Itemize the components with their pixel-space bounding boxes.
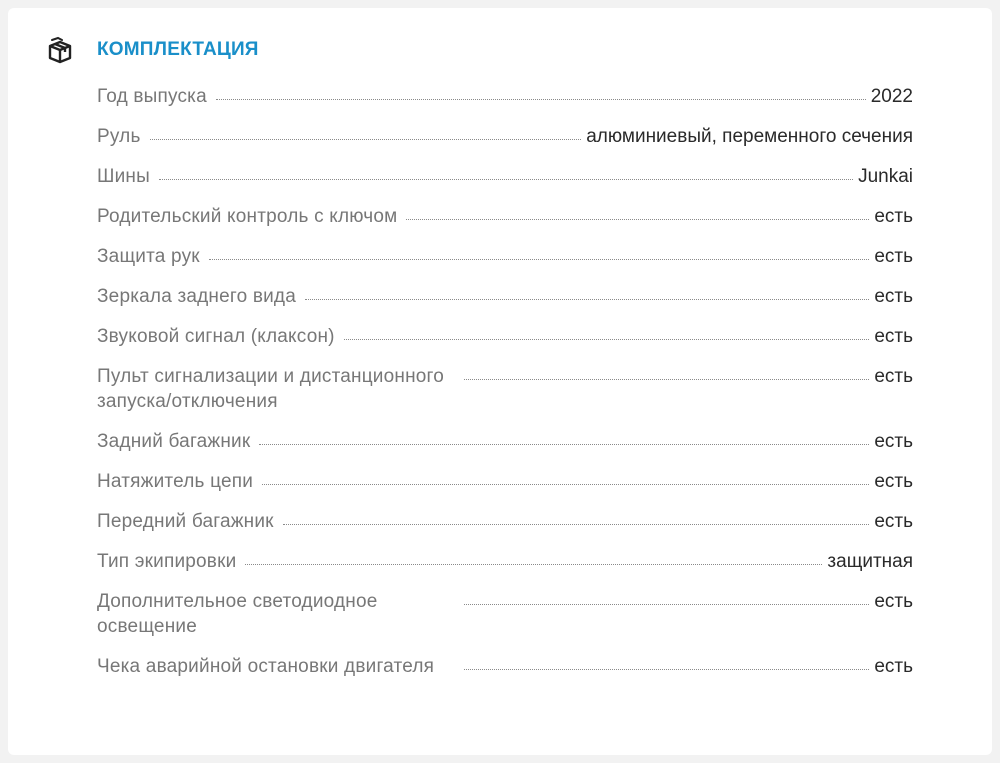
spec-label: Передний багажник [97,511,274,532]
spec-value: есть [874,431,913,452]
spec-value: защитная [827,551,913,572]
dotted-leader [209,244,870,260]
spec-row-chain-tensioner [97,469,913,494]
spec-value: есть [874,656,913,677]
spec-value: алюминиевый, переменного сечения [586,126,913,147]
spec-label: Чека аварийной остановки двигателя [97,656,435,677]
spec-value: есть [874,511,913,532]
dotted-leader [150,124,582,140]
spec-row-remote [97,364,913,414]
spec-row-mirrors [97,284,913,309]
spec-label: Год выпуска [97,86,207,107]
box-icon [46,36,74,64]
spec-row-horn [97,324,913,349]
spec-value: есть [874,591,913,612]
spec-row-tires [97,164,913,189]
spec-label: Натяжитель цепи [97,471,254,492]
dotted-leader [262,469,869,485]
spec-label: Зеркала заднего вида [97,286,296,307]
spec-row-led-lighting [97,589,913,639]
spec-row-hand-guards [97,244,913,269]
spec-label: Тип экипировки [97,551,237,572]
spec-row-year [97,84,913,109]
spec-row-parental-control [97,204,913,229]
spec-label: Защита рук [97,246,200,267]
spec-value: есть [874,286,913,307]
spec-row-kill-switch [97,654,913,679]
spec-value: есть [874,246,913,267]
spec-row-steering [97,124,913,149]
spec-row-rear-rack [97,429,913,454]
dotted-leader [305,284,869,300]
spec-value: 2022 [870,86,913,107]
dotted-leader [464,364,869,380]
spec-label: Пульт сигнализации и дистанционного запуска/отключения [97,366,445,412]
spec-value: есть [874,471,913,492]
spec-label: Задний багажник [97,431,251,452]
spec-value: Junkai [858,166,913,187]
dotted-leader [464,654,869,670]
spec-label: Звуковой сигнал (клаксон) [97,326,335,347]
specs-card [8,8,992,755]
spec-row-equipment-type [97,549,913,574]
spec-list [97,84,913,679]
spec-row-front-rack [97,509,913,534]
section-title: КОМПЛЕКТАЦИЯ [97,39,259,60]
spec-label: Дополнительное светодиодное освещение [97,591,378,637]
section-header [46,36,259,64]
spec-label: Родительский контроль с ключом [97,206,398,227]
spec-value: есть [874,366,913,387]
dotted-leader [159,164,853,180]
dotted-leader [464,589,869,605]
dotted-leader [245,549,822,565]
dotted-leader [406,204,869,220]
dotted-leader [216,84,866,100]
spec-label: Руль [97,126,141,147]
spec-label: Шины [97,166,150,187]
dotted-leader [344,324,870,340]
dotted-leader [259,429,869,445]
spec-value: есть [874,326,913,347]
dotted-leader [283,509,870,525]
spec-value: есть [874,206,913,227]
